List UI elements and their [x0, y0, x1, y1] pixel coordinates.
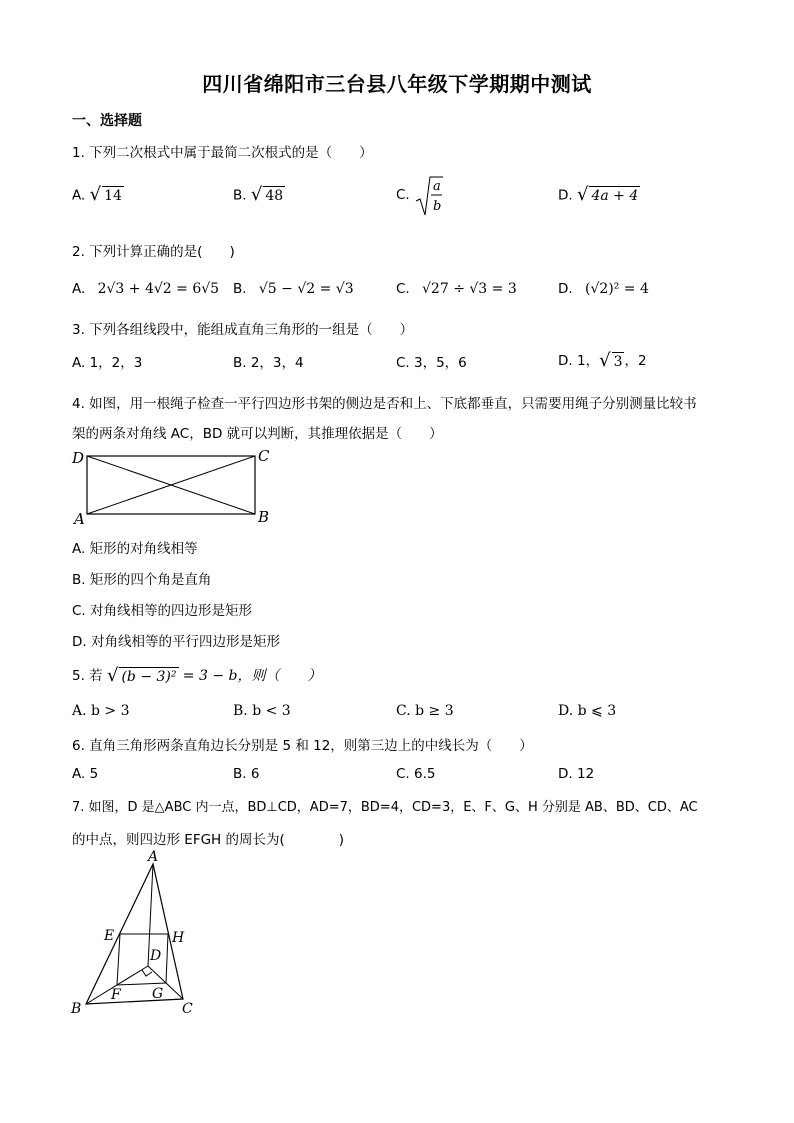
q7-label-d: D [150, 948, 162, 964]
q5-stem-prefix: 5. 若 [72, 668, 103, 684]
q5-stem-radical: √ (b − 3)² [106, 664, 177, 686]
q3-option-d-suffix: ，2 [624, 353, 647, 369]
q6-stem: 6. 直角三角形两条直角边长分别是 5 和 12，则第三边上的中线长为（ ） [72, 738, 533, 754]
q7-label-e: E [104, 928, 115, 944]
q1-option-c-numerator: a [433, 179, 441, 194]
page-title: 四川省绵阳市三台县八年级下学期期中测试 [202, 72, 592, 96]
q1-option-d-value: 4a + 4 [591, 188, 639, 204]
q7-stem-line2: 的中点，则四边形 EFGH 的周长为( ) [72, 832, 345, 848]
q3-option-d[interactable] [558, 349, 647, 371]
q4-option-a[interactable]: A. 矩形的对角线相等 [72, 541, 198, 557]
q5-option-d[interactable]: D. b ⩽ 3 [558, 703, 617, 719]
q1-option-b-value: 48 [265, 188, 284, 204]
q6-option-a[interactable]: A. 5 [72, 766, 99, 782]
q5-option-b[interactable]: B. b < 3 [233, 703, 291, 719]
q5-option-c[interactable]: C. b ≥ 3 [396, 703, 454, 719]
q4-figure-rectangle [70, 444, 280, 529]
section-heading: 一、选择题 [72, 113, 142, 129]
q1-option-b[interactable] [233, 186, 285, 205]
q1-stem: 1. 下列二次根式中属于最简二次根式的是（ ） [72, 145, 373, 161]
q5-option-a[interactable]: A. b > 3 [72, 703, 130, 719]
q1-option-b-label: B. [233, 187, 247, 204]
q1-option-d-radical: √ 4a + 4 [576, 184, 639, 205]
q2-stem: 2. 下列计算正确的是( ) [72, 244, 235, 260]
q3-stem: 3. 下列各组线段中，能组成直角三角形的一组是（ ） [72, 322, 414, 338]
q3-option-c[interactable]: C. 3，5，6 [396, 355, 467, 371]
q4-label-d: D [72, 449, 85, 467]
q2-option-b[interactable] [233, 281, 354, 297]
q2-option-b-label: B. [233, 281, 247, 297]
q3-option-d-radicand: 3 [613, 353, 623, 370]
q1-option-a-value: 14 [104, 188, 122, 204]
q4-stem-line2: 架的两条对角线 AC，BD 就可以判断，其推理依据是（ ） [72, 426, 443, 442]
q7-figure-triangle [66, 846, 216, 1018]
q2-option-a[interactable] [72, 281, 219, 297]
q7-label-c: C [182, 1001, 193, 1017]
q7-stem-line1: 7. 如图，D 是△ABC 内一点，BD⊥CD，AD=7，BD=4，CD=3，E、F、G、H 分别是 AB、BD、CD、AC [72, 800, 698, 815]
q6-option-c[interactable]: C. 6.5 [396, 766, 436, 782]
q7-label-a: A [148, 849, 159, 865]
q1-option-a-label: A. [72, 187, 86, 204]
q4-stem-line1: 4. 如图，用一根绳子检查一平行四边形书架的侧边是否和上、下底都垂直，只需要用绳子分别测量比较书 [72, 396, 697, 412]
q5-stem [72, 664, 321, 686]
q2-option-c[interactable] [396, 281, 517, 297]
q3-option-d-prefix: D. 1， [558, 353, 600, 369]
q7-label-f: F [111, 987, 121, 1003]
q1-option-c-label: C. [396, 187, 410, 203]
q1-option-d-label: D. [558, 187, 573, 204]
q3-option-d-radical: √ 3 [599, 349, 623, 371]
q1-option-c-denominator: b [433, 199, 442, 214]
q2-option-a-label: A. [72, 281, 86, 297]
q4-option-b[interactable]: B. 矩形的四个角是直角 [72, 572, 212, 588]
q7-right-angle-mark [142, 970, 152, 976]
q1-option-c[interactable] [396, 175, 444, 219]
q1-option-b-radical: √ 48 [250, 184, 284, 205]
q4-label-a: A [74, 510, 85, 528]
q3-option-a[interactable]: A. 1，2，3 [72, 355, 143, 371]
q4-label-b: B [258, 508, 270, 526]
q2-option-a-expr: 2√3 + 4√2 = 6√5 [97, 281, 220, 297]
q4-label-c: C [258, 447, 270, 465]
q5-stem-rhs: = 3 − b，则（ ） [182, 668, 322, 684]
q2-option-d-expr: (√2)² = 4 [584, 281, 649, 297]
q1-option-d[interactable] [558, 186, 640, 205]
q4-option-d[interactable]: D. 对角线相等的平行四边形是矩形 [72, 634, 280, 650]
q1-option-a-radical: √ 14 [89, 184, 122, 205]
q2-option-c-expr: √27 ÷ √3 = 3 [422, 281, 517, 297]
q7-label-h: H [172, 930, 185, 946]
q6-option-d[interactable]: D. 12 [558, 766, 595, 782]
q7-label-b: B [71, 1001, 82, 1017]
q1-option-a[interactable] [72, 186, 124, 205]
q2-option-d[interactable] [558, 281, 649, 297]
q2-option-d-label: D. [558, 281, 573, 297]
q1-option-c-radical [414, 175, 444, 219]
q5-stem-radicand: (b − 3)² [121, 668, 177, 685]
q6-option-b[interactable]: B. 6 [233, 766, 260, 782]
q3-option-b[interactable]: B. 2，3，4 [233, 355, 304, 371]
q2-option-c-label: C. [396, 281, 410, 297]
q4-option-c[interactable]: C. 对角线相等的四边形是矩形 [72, 603, 253, 619]
q2-option-b-expr: √5 − √2 = √3 [258, 281, 354, 297]
q7-label-g: G [152, 986, 164, 1002]
